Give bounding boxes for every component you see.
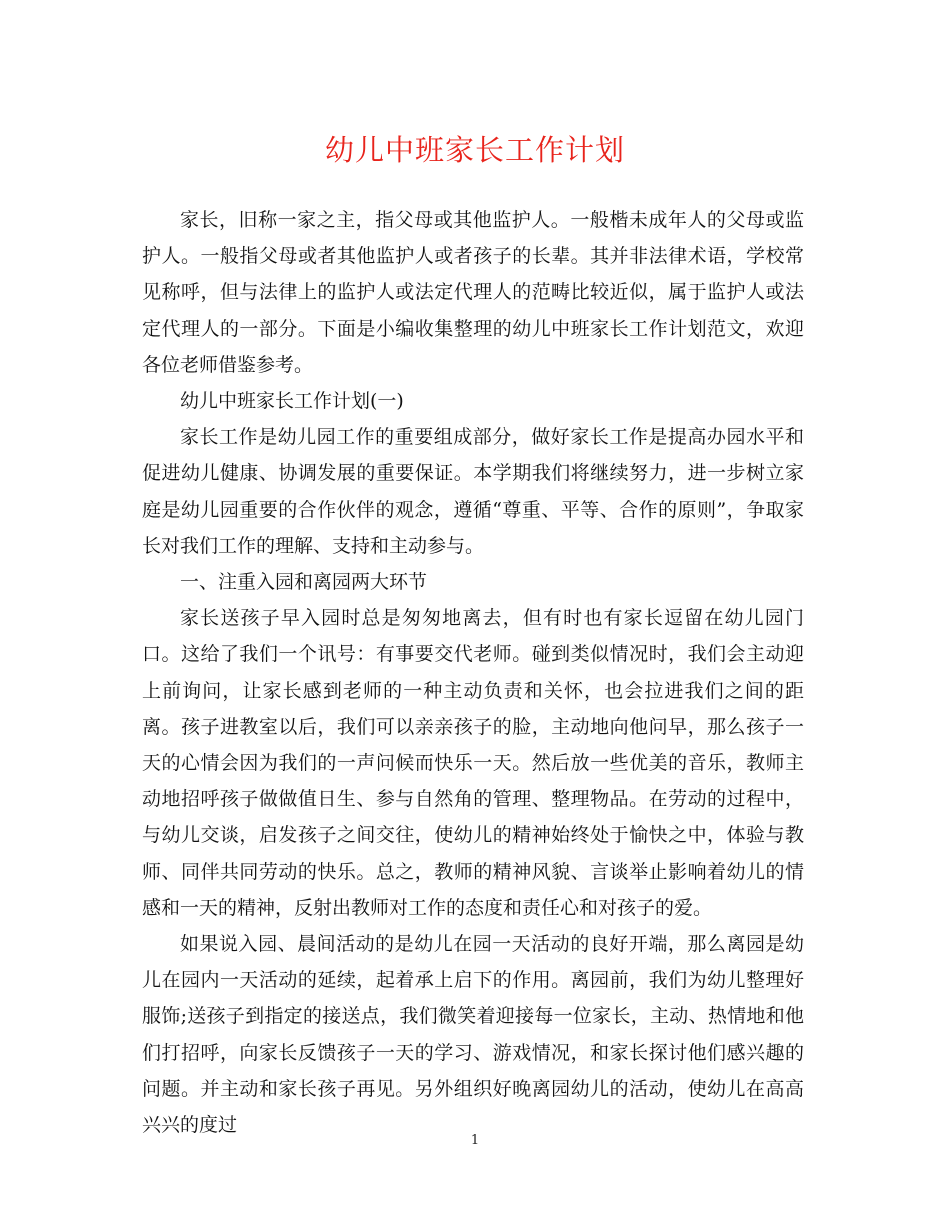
section-heading-arrival-departure: 一、注重入园和离园两大环节 xyxy=(180,571,428,594)
arrival-paragraph: 家长送孩子早入园时总是匆匆地离去，但有时也有家长逗留在幼儿园门口。这给了我们一个讯号：有事要交代老师。碰到类似情况时，我们会主动迎上前询问，让家长感到老师的一种主动负责和关怀，也会拉进我们之间的距离。孩子进教室以后，我们可以亲亲孩子的脸，主动地向他问早，那么孩子一天的心情会因为我们的一声问候而快乐一天。然后放一些优美的音乐，教师主动地招呼孩子做做值日生、参与自然角的管理、整理物品。在劳动的过程中，与幼儿交谈，启发孩子之间交往，使幼儿的精神始终处于愉快之中，体验与教师、同伴共同劳动的快乐。总之，教师的精神风貌、言谈举止影响着幼儿的情感和一天的精神，反射出教师对工作的态度和责任心和对孩子的爱。 xyxy=(142,607,804,919)
document-body xyxy=(142,202,804,1143)
plan-overview-paragraph: 家长工作是幼儿园工作的重要组成部分，做好家长工作是提高办园水平和促进幼儿健康、协调发展的重要保证。本学期我们将继续努力，进一步树立家庭是幼儿园重要的合作伙伴的观念，遵循“尊重、平等、合作的原则”，争取家长对我们工作的理解、支持和主动参与。 xyxy=(142,426,804,557)
intro-paragraph: 家长，旧称一家之主，指父母或其他监护人。一般楷未成年人的父母或监护人。一般指父母或者其他监护人或者孩子的长辈。其并非法律术语，学校常见称呼，但与法律上的监护人或法定代理人的范畴比较近似，属于监护人或法定代理人的一部分。下面是小编收集整理的幼儿中班家长工作计划范文，欢迎各位老师借鉴参考。 xyxy=(142,209,804,376)
departure-paragraph: 如果说入园、晨间活动的是幼儿在园一天活动的良好开端，那么离园是幼儿在园内一天活动的延续，起着承上启下的作用。离园前，我们为幼儿整理好服饰;送孩子到指定的接送点，我们微笑着迎接每一位家长，主动、热情地和他们打招呼，向家长反馈孩子一天的学习、游戏情况，和家长探讨他们感兴趣的问题。并主动和家长孩子再见。另外组织好晚离园幼儿的活动，使幼儿在高高兴兴的度过 xyxy=(142,933,804,1137)
page-number: 1 xyxy=(470,1133,480,1148)
document-title: 幼儿中班家长工作计划 xyxy=(324,133,625,167)
section-heading-plan-one: 幼儿中班家长工作计划(一) xyxy=(180,390,404,413)
